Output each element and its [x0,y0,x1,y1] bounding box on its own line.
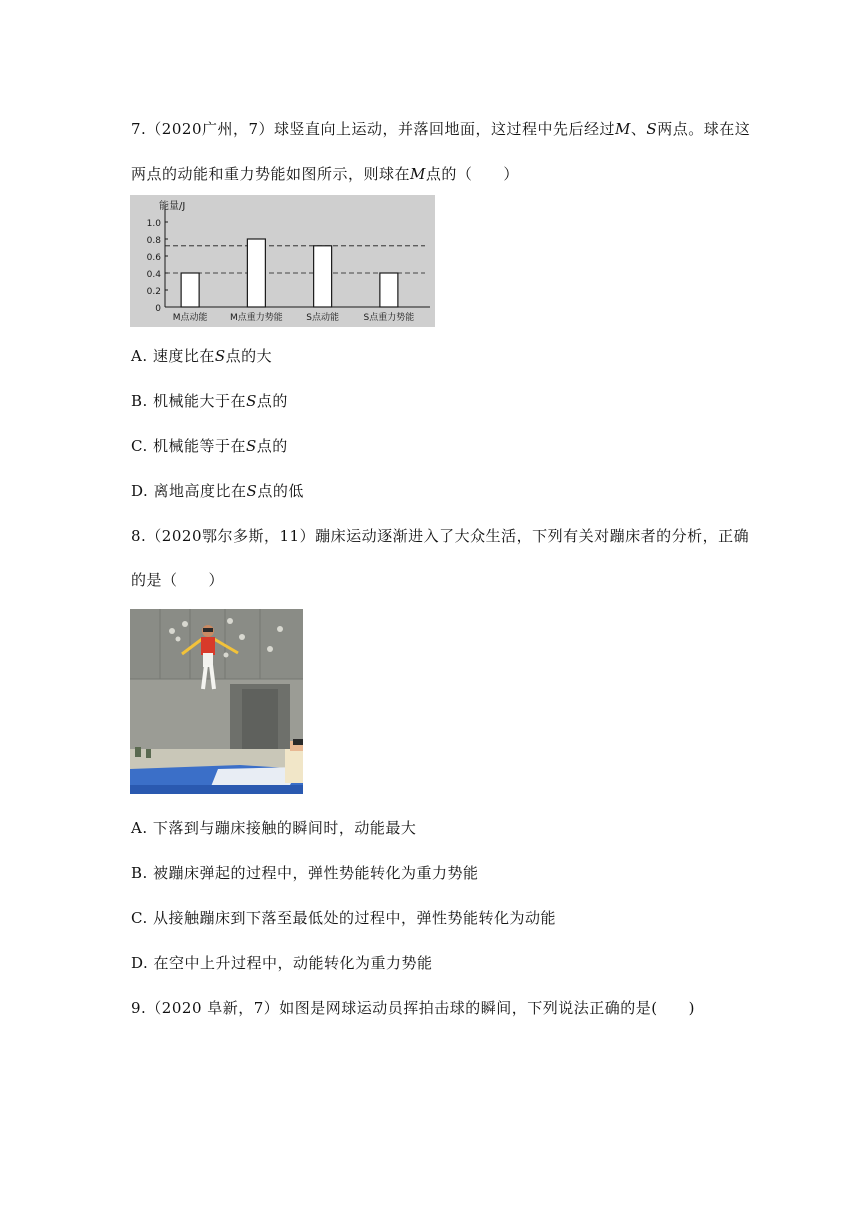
bar [380,273,398,307]
q7-stem-line1 [131,118,750,139]
q7-stem-line2 [131,163,519,184]
x-category-label: M点动能 [172,313,208,323]
q7-option-d[interactable] [131,480,304,501]
x-category-label: M点重力势能 [229,313,283,323]
q8-option-a[interactable]: A. 下落到与蹦床接触的瞬间时，动能最大 [131,819,417,837]
q7-stem-text2: 两点的动能和重力势能如图所示，则球在 [131,165,411,183]
bar [181,273,199,307]
q8-stem-line1: 8.（2020鄂尔多斯，11）蹦床运动逐渐进入了大众生活，下列有关对蹦床者的分析，正确 [131,527,750,545]
q9-stem-line1: 9.（2020 阜新，7）如图是网球运动员挥拍击球的瞬间，下列说法正确的是( ) [131,999,696,1017]
y-axis-label: 能量/J [159,201,186,212]
q7-option-c-var: S [245,437,257,455]
y-tick-label: 0.2 [146,287,161,297]
q8-option-b[interactable]: B. 被蹦床弹起的过程中，弹性势能转化为重力势能 [131,864,479,882]
q7-option-a-suffix: 点的大 [225,347,273,365]
y-tick-label: 0.8 [146,236,161,246]
q7-option-d-suffix: 点的低 [257,482,304,500]
q7-stem-text: 7.（2020广州，7）球竖直向上运动，并落回地面，这过程中先后经过 [131,120,616,138]
q7-option-a-var: S [214,347,226,365]
y-tick-label: 1.0 [146,219,161,229]
q7-option-b-prefix: B. 机械能大于在 [131,392,247,410]
energy-bar-chart-svg [130,195,435,327]
q7-option-d-var: S [246,482,258,500]
q7-var-m2: M [410,165,426,183]
trampoline-photo [130,609,303,794]
q7-var-s: S [646,120,658,138]
y-tick-label: 0.4 [146,270,161,280]
energy-bar-chart [130,195,435,327]
trampoline-photo-illustration [130,609,303,794]
q7-option-a[interactable] [131,345,272,366]
q7-var-m: M [615,120,631,138]
bar [247,239,265,307]
y-tick-label: 0 [155,304,161,314]
q7-option-c-prefix: C. 机械能等于在 [131,437,246,455]
q7-option-b-var: S [246,392,257,410]
q7-stem-text3: 点的（ ） [425,165,519,183]
x-category-label: S点动能 [306,313,339,323]
bar [314,246,332,307]
q8-option-c[interactable]: C. 从接触蹦床到下落至最低处的过程中，弹性势能转化为动能 [131,909,556,927]
q7-stem-end: 两点。球在这 [657,120,751,138]
y-tick-label: 0.6 [146,253,161,263]
q7-option-d-prefix: D. 离地高度比在 [131,482,247,500]
q7-sep: 、 [630,120,647,138]
q7-option-b[interactable] [131,390,288,411]
q7-option-c-suffix: 点的 [256,437,288,455]
q7-option-b-suffix: 点的 [256,392,288,410]
q8-stem-line2: 的是（ ） [131,571,225,589]
q8-option-d[interactable]: D. 在空中上升过程中，动能转化为重力势能 [131,954,433,972]
q7-option-a-prefix: A. 速度比在 [131,347,215,365]
q7-option-c[interactable] [131,435,288,456]
x-category-label: S点重力势能 [363,313,415,323]
